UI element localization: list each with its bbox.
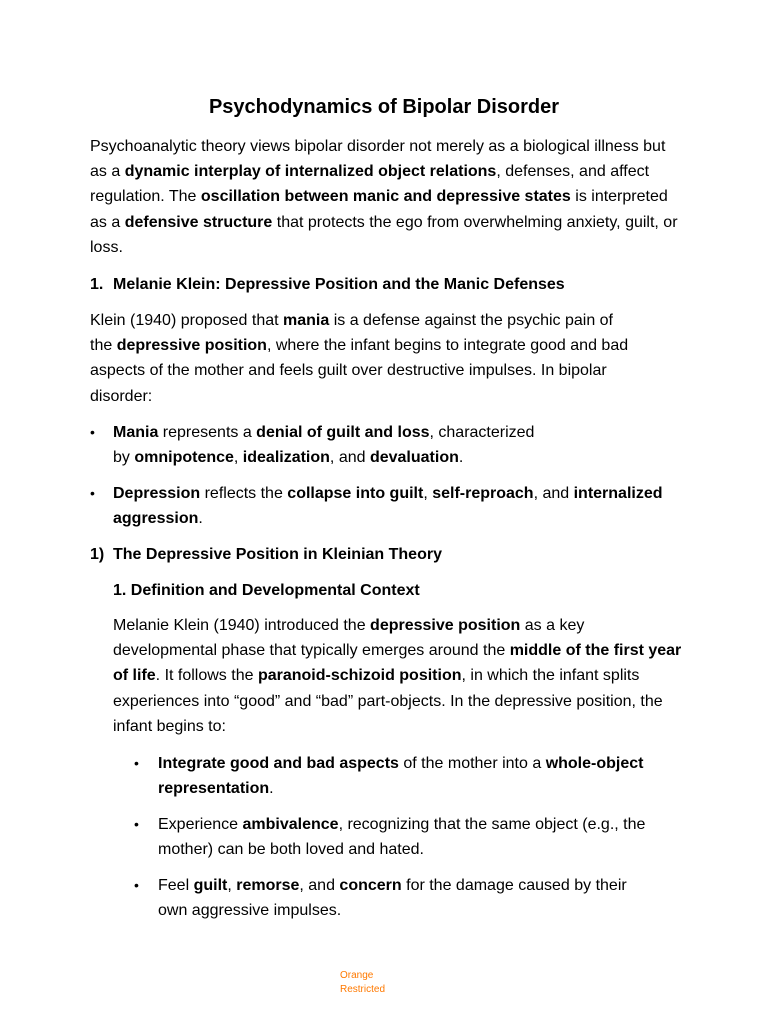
text-run: , and: [299, 877, 340, 894]
bold-text-run: guilt: [193, 877, 228, 894]
text-run: , recognizing that the same object (e.g., the mother) can be both loved and hated.: [158, 816, 646, 859]
subsection-title: The Depressive Position in Kleinian Theory: [113, 546, 442, 563]
bullet-icon: •: [134, 755, 139, 771]
bullet-icon: •: [134, 816, 139, 832]
footer-line-1: Orange: [340, 970, 374, 981]
bold-text-run: remorse: [236, 877, 300, 894]
bold-text-run: collapse into guilt: [287, 485, 424, 502]
text-run: by: [113, 449, 135, 467]
document-title: Psychodynamics of Bipolar Disorder: [208, 96, 560, 118]
section-1-title: Melanie Klein: Depressive Position and the Manic Defenses: [113, 276, 565, 293]
subsection-paragraph: [113, 613, 683, 739]
bold-text-run: depressive position: [370, 617, 521, 634]
bold-text-run: Integrate good and bad aspects: [158, 755, 399, 772]
section-1-bullet-2: [113, 481, 673, 531]
subsection-number: 1): [90, 546, 105, 563]
text-run: , in which the infant splits experiences into “good” and “bad” part-objects. In the depressive position, the infant begins to:: [113, 667, 663, 735]
text-run: is a defense against the psychic pain of: [329, 312, 613, 329]
bold-text-run: oscillation between manic and depressive states: [200, 188, 571, 206]
text-run: ,: [423, 485, 433, 502]
bold-text-run: devaluation: [369, 449, 459, 467]
section-1-number: 1.: [90, 276, 104, 293]
section-1-paragraph: [90, 308, 630, 409]
text-run: the: [90, 337, 117, 355]
subsection-bullet-1: [158, 751, 658, 801]
text-run: is interpreted as a: [90, 188, 668, 231]
bold-text-run: idealization: [242, 449, 330, 467]
bold-text-run: Mania: [113, 424, 159, 441]
text-run: of the mother into a: [398, 755, 546, 772]
text-run: .: [269, 780, 274, 798]
bold-text-run: omnipotence: [134, 449, 234, 467]
bullet-icon: •: [90, 485, 95, 501]
bold-text-run: internalized aggression: [113, 485, 663, 528]
text-run: , characterized: [429, 424, 535, 441]
intro-paragraph: [90, 134, 680, 260]
text-run: ,: [233, 449, 243, 467]
section-1-bullet-1: [113, 420, 553, 470]
footer-line-2: Restricted: [340, 984, 386, 995]
bold-text-run: ambivalence: [242, 816, 339, 833]
text-run: Feel: [158, 877, 194, 894]
text-run: , and: [329, 449, 370, 467]
subsection-subheading: 1. Definition and Developmental Context: [113, 582, 420, 599]
text-run: Melanie Klein (1940) introduced the: [113, 617, 371, 634]
bold-text-run: defensive structure: [124, 213, 273, 231]
bold-text-run: paranoid-schizoid position: [257, 667, 462, 685]
text-run: as a key developmental phase that typically emerges around the: [113, 617, 585, 660]
text-run: for the damage caused by their own aggressive impulses.: [158, 877, 627, 920]
text-run: that protects the ego from overwhelming anxiety, guilt, or loss.: [90, 213, 678, 256]
subsection-heading: [90, 542, 690, 567]
bullet-icon: •: [90, 424, 95, 440]
text-run: .: [458, 449, 464, 467]
text-run: represents a: [158, 424, 257, 441]
bold-text-run: concern: [339, 877, 402, 894]
bold-text-run: middle of the first year of life: [113, 642, 682, 685]
text-run: ,: [227, 877, 237, 894]
text-run: , defenses, and affect regulation. The: [90, 163, 650, 206]
bold-text-run: whole-object representation: [158, 755, 644, 798]
text-run: Psychoanalytic theory views bipolar disorder not merely as a biological illness but as a: [90, 138, 666, 181]
bold-text-run: mania: [283, 312, 330, 329]
bold-text-run: self-reproach: [432, 485, 534, 502]
text-run: .: [198, 510, 203, 528]
bold-text-run: Depression: [113, 485, 201, 502]
text-run: , and: [533, 485, 574, 502]
section-1-heading: [90, 272, 690, 297]
text-run: Experience: [158, 816, 243, 833]
text-run: , where the infant begins to integrate good and bad aspects of the mother and feels guilt over destructive impulses. In bipolar disorder:: [90, 337, 629, 405]
text-run: . It follows the: [155, 667, 258, 685]
bold-text-run: dynamic interplay of internalized object relations: [124, 163, 497, 181]
subsection-bullet-2: [158, 812, 658, 862]
bold-text-run: depressive position: [116, 337, 267, 355]
text-run: Klein (1940) proposed that: [90, 312, 284, 329]
text-run: reflects the: [200, 485, 288, 502]
bullet-icon: •: [134, 877, 139, 893]
subsection-bullet-3: [158, 873, 658, 923]
classification-footer: [340, 969, 385, 997]
bold-text-run: denial of guilt and loss: [256, 424, 430, 441]
